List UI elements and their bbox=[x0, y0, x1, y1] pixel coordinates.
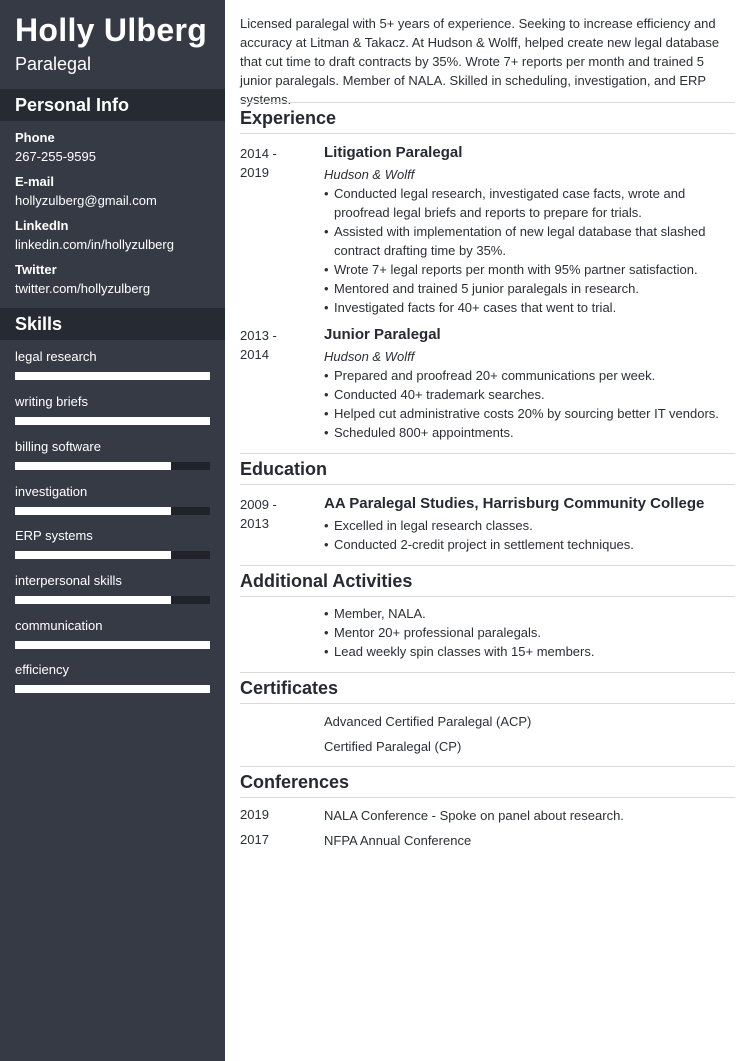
skill-bar bbox=[15, 551, 210, 559]
skill-item bbox=[15, 394, 210, 409]
education-bullets bbox=[324, 516, 735, 554]
education-heading: Education bbox=[240, 453, 735, 485]
skill-bar-fill bbox=[15, 462, 171, 470]
job-date-start: 2013 - bbox=[240, 328, 277, 343]
skill-bar-fill bbox=[15, 372, 210, 380]
conference-year: 2017 bbox=[240, 832, 269, 847]
skill-name: investigation bbox=[15, 484, 88, 499]
experience-heading: Experience bbox=[240, 102, 735, 134]
linkedin-value: linkedin.com/in/hollyzulberg bbox=[15, 237, 174, 252]
twitter-value: twitter.com/hollyzulberg bbox=[15, 281, 151, 296]
skill-item bbox=[15, 662, 210, 677]
skill-item bbox=[15, 484, 210, 499]
conference-year: 2019 bbox=[240, 807, 269, 822]
skill-name: interpersonal skills bbox=[15, 573, 122, 588]
skill-bar bbox=[15, 372, 210, 380]
list-item: • Excelled in legal research classes. bbox=[324, 516, 735, 535]
certificates-heading: Certificates bbox=[240, 672, 735, 704]
email-label: E-mail bbox=[15, 174, 55, 189]
job-employer: Hudson & Wolff bbox=[324, 349, 415, 364]
list-item: • Helped cut administrative costs 20% by sourcing better IT vendors. bbox=[324, 404, 735, 423]
skill-bar bbox=[15, 462, 210, 470]
skill-bar bbox=[15, 417, 210, 425]
skill-name: ERP systems bbox=[15, 528, 93, 543]
activities-bullets bbox=[324, 604, 735, 661]
skill-item bbox=[15, 349, 210, 364]
skill-bar bbox=[15, 641, 210, 649]
sidebar bbox=[0, 0, 225, 1061]
certificate-item: Certified Paralegal (CP) bbox=[324, 739, 462, 754]
twitter-label: Twitter bbox=[15, 262, 57, 277]
list-item: • Lead weekly spin classes with 15+ members. bbox=[324, 642, 735, 661]
list-item: • Mentored and trained 5 junior paralegals in research. bbox=[324, 279, 735, 298]
skill-item bbox=[15, 618, 210, 633]
personal-info-heading: Personal Info bbox=[0, 89, 225, 121]
list-item: • Conducted 40+ trademark searches. bbox=[324, 385, 735, 404]
conference-item: NALA Conference - Spoke on panel about research. bbox=[324, 808, 624, 823]
education-date-start: 2009 - bbox=[240, 497, 277, 512]
skill-name: efficiency bbox=[15, 662, 69, 677]
skill-item bbox=[15, 528, 210, 543]
job-employer: Hudson & Wolff bbox=[324, 167, 415, 182]
conferences-heading: Conferences bbox=[240, 766, 735, 798]
skill-bar bbox=[15, 507, 210, 515]
skill-bar-fill bbox=[15, 417, 210, 425]
degree-title: AA Paralegal Studies, Harrisburg Community College bbox=[324, 495, 705, 512]
phone-value: 267-255-9595 bbox=[15, 149, 96, 164]
list-item: • Wrote 7+ legal reports per month with 95% partner satisfaction. bbox=[324, 260, 735, 279]
skill-item bbox=[15, 439, 210, 454]
list-item: • Conducted legal research, investigated case facts, wrote and proofread legal briefs and reports to prepare for trials. bbox=[324, 184, 735, 222]
job-bullets bbox=[324, 366, 735, 442]
list-item: • Assisted with implementation of new legal database that slashed contract drafting time by 35%. bbox=[324, 222, 735, 260]
phone-label: Phone bbox=[15, 130, 55, 145]
skill-name: communication bbox=[15, 618, 103, 633]
skill-bar-fill bbox=[15, 551, 171, 559]
skill-item bbox=[15, 573, 210, 588]
list-item: • Mentor 20+ professional paralegals. bbox=[324, 623, 735, 642]
skill-name: billing software bbox=[15, 439, 101, 454]
profile-summary: Licensed paralegal with 5+ years of experience. Seeking to increase efficiency and accuracy at Litman & Takacz. At Hudson & Wolff, helped create new legal database that cut time to draft contracts by 35%. Wrote 7+ reports per month and trained 5 junior paralegals. Member of NALA. Skilled in scheduling, investigation, and ERP systems. bbox=[240, 16, 720, 107]
list-item: • Scheduled 800+ appointments. bbox=[324, 423, 735, 442]
job-date-end: 2014 bbox=[240, 347, 269, 362]
email-value: hollyzulberg@gmail.com bbox=[15, 193, 157, 208]
job-bullets bbox=[324, 184, 735, 317]
conference-item: NFPA Annual Conference bbox=[324, 833, 472, 848]
skill-name: legal research bbox=[15, 349, 97, 364]
candidate-title: Paralegal bbox=[15, 54, 92, 74]
list-item: • Conducted 2-credit project in settlement techniques. bbox=[324, 535, 735, 554]
skill-name: writing briefs bbox=[15, 394, 88, 409]
list-item: • Prepared and proofread 20+ communications per week. bbox=[324, 366, 735, 385]
job-date-end: 2019 bbox=[240, 165, 269, 180]
skills-heading: Skills bbox=[0, 308, 225, 340]
linkedin-label: LinkedIn bbox=[15, 218, 69, 233]
certificate-item: Advanced Certified Paralegal (ACP) bbox=[324, 714, 532, 729]
list-item: • Investigated facts for 40+ cases that went to trial. bbox=[324, 298, 735, 317]
education-date-end: 2013 bbox=[240, 516, 269, 531]
activities-heading: Additional Activities bbox=[240, 565, 735, 597]
skill-bar-fill bbox=[15, 596, 171, 604]
list-item: • Member, NALA. bbox=[324, 604, 735, 623]
candidate-name: Holly Ulberg bbox=[15, 12, 208, 48]
skill-bar-fill bbox=[15, 641, 210, 649]
skill-bar bbox=[15, 596, 210, 604]
skill-bar-fill bbox=[15, 507, 171, 515]
job-title: Litigation Paralegal bbox=[324, 144, 463, 161]
skill-bar-fill bbox=[15, 685, 210, 693]
job-date-start: 2014 - bbox=[240, 146, 277, 161]
job-title: Junior Paralegal bbox=[324, 326, 441, 343]
skill-bar bbox=[15, 685, 210, 693]
